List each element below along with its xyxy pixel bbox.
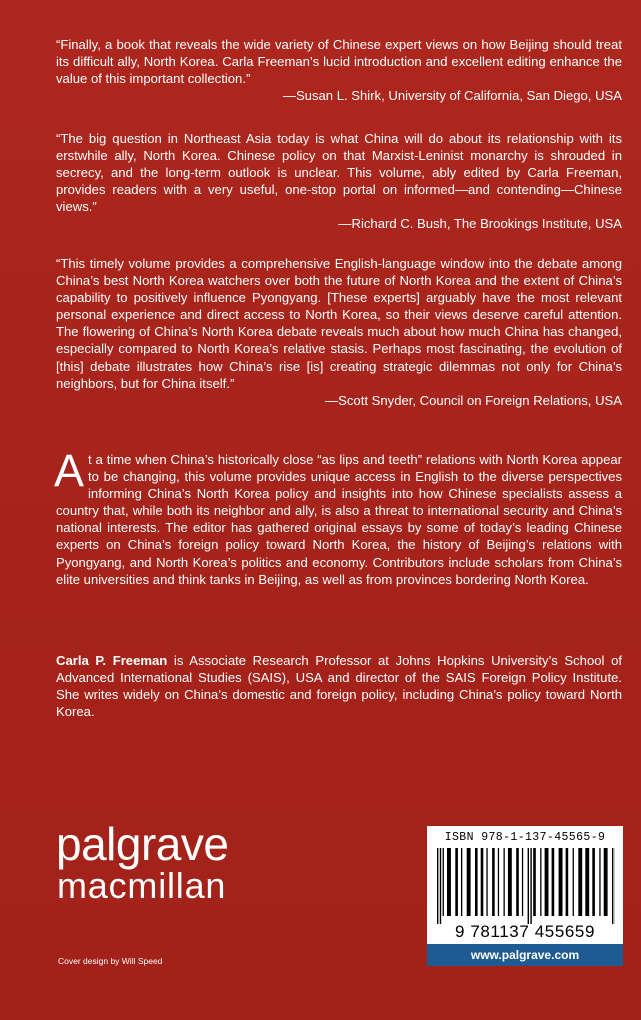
drop-cap: A <box>54 445 85 496</box>
barcode-bar <box>440 848 441 924</box>
barcode-bar <box>475 848 478 916</box>
ean-digits: 9 781137 455659 <box>454 922 596 941</box>
barcode-bar <box>481 848 484 916</box>
publisher-url: www.palgrave.com <box>427 944 623 966</box>
endorsement-quote: “This timely volume provides a comprehensive English-language window into the debate among China’s best North Korea watchers over both the future of North Korea and the extent of China’s capability to positively influence Pyongyang. [These experts] arguably have the most relevant personal experience and direct access to North Korea, so their views deserve careful attention. The flowering of China’s North Korea debate reveals much about how much China has changed, especially compared to North Korea’s relative stasis. Perhaps most fascinating, the evolution of [this] debate illustrates how China’s rise [is] creating strategic dilemmas not only for China’s neighbors, but for China itself.” <box>56 256 622 391</box>
barcode-bars <box>435 848 615 924</box>
barcode-bar <box>545 848 549 916</box>
barcode-bar <box>467 848 471 916</box>
barcode-bar <box>533 848 536 916</box>
publisher-logo-line2: macmillan <box>57 865 227 906</box>
barcode-bar <box>585 848 589 916</box>
barcode-bar <box>573 848 574 916</box>
endorsement-attribution: —Susan L. Shirk, University of California, San Diego, USA <box>282 88 622 104</box>
barcode-bar <box>599 848 600 916</box>
barcode-bar <box>455 848 458 916</box>
barcode-bar <box>552 848 555 916</box>
endorsement-3 <box>56 255 622 409</box>
barcode-bar <box>578 848 582 916</box>
cover-design-credit: Cover design by Will Speed <box>58 956 163 966</box>
isbn-label: ISBN 978-1-137-45565-9 <box>444 831 606 844</box>
barcode-bar <box>437 848 438 924</box>
barcode-bar <box>508 848 512 916</box>
endorsement-attribution: —Richard C. Bush, The Brookings Institute, USA <box>338 216 622 232</box>
barcode-bar <box>528 848 529 924</box>
endorsement-quote: “The big question in Northeast Asia today is what China will do about its relationship with its erstwhile ally, North Korea. Chinese policy on that Marxist-Leninist monarchy is shrouded in secrecy, and the long-term outlook is unclear. This volume, ably edited by Carla Freeman, provides readers with a very useful, one-stop portal on informed—and contending—Chinese views.” <box>56 131 622 215</box>
publisher-logo-line1: palgrave <box>56 818 229 870</box>
barcode-bar <box>498 848 499 916</box>
barcode-bar <box>443 848 444 916</box>
barcode-bar <box>447 848 451 916</box>
barcode-block <box>427 826 623 944</box>
endorsement-2 <box>56 130 622 233</box>
endorsement-attribution: —Scott Snyder, Council on Foreign Relations, USA <box>325 392 622 408</box>
barcode-bar <box>566 848 569 916</box>
publisher-logo <box>56 820 286 910</box>
barcode-bar <box>522 848 523 916</box>
barcode-bar <box>612 848 613 924</box>
barcode-bar <box>504 848 505 916</box>
barcode-bar <box>592 848 595 916</box>
barcode-bar <box>530 848 531 924</box>
author-bio <box>56 652 622 720</box>
description-text: t a time when China’s historically close “as lips and teeth” relations with North Korea appear to be changing, this volume provides unique access in English to the diverse perspectives informing China’s North Korea policy and insights into how Chinese specialists assess a country that, while both its neighbor and ally, is also a threat to international security and China’s national interests. The editor has gathered original essays by some of today’s leading Chinese experts on China’s foreign policy toward North Korea, the history of Beijing’s relations with Pyongyang, and North Korea’s politics and economy. Contributors include scholars from China’s elite universities and think tanks in Beijing, as well as from provinces bordering North Korea. <box>56 452 622 587</box>
barcode-bar <box>604 848 608 916</box>
barcode-bar <box>559 848 563 916</box>
book-description <box>54 445 622 588</box>
author-bio-text: is Associate Research Professor at Johns Hopkins University’s School of Advanced International Studies (SAIS), USA and director of the SAIS Foreign Policy Institute. She writes widely on China’s domestic and foreign policy, including China’s policy toward North Korea. <box>56 653 622 720</box>
endorsement-quote: “Finally, a book that reveals the wide variety of Chinese expert views on how Beijing should treat its difficult ally, North Korea. Carla Freeman’s lucid introduction and excellent editing enhance the value of this important collection.” <box>56 37 622 87</box>
barcode-bar <box>486 848 487 916</box>
barcode-bar <box>492 848 495 916</box>
author-name: Carla P. Freeman <box>56 653 168 668</box>
endorsement-1 <box>56 36 622 104</box>
barcode-bar <box>461 848 462 916</box>
barcode-bar <box>516 848 519 916</box>
barcode-bar <box>540 848 541 916</box>
